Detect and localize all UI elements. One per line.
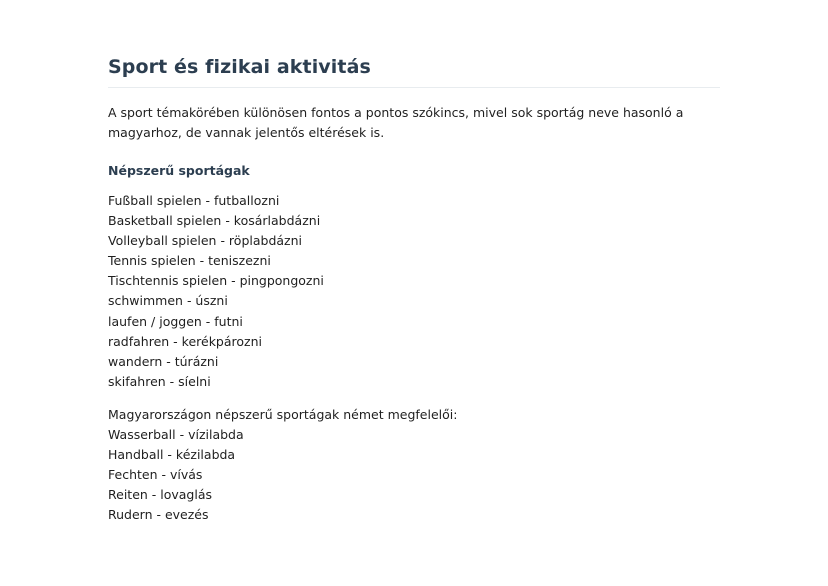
list-item: wandern - túrázni <box>108 353 219 369</box>
popular-sports-heading: Népszerű sportágak <box>108 163 250 178</box>
list-item: Fechten - vívás <box>108 467 203 483</box>
hungarian-sports-list <box>108 425 720 525</box>
list-item: Tischtennis spielen - pingpongozni <box>108 273 324 289</box>
intro-paragraph: A sport témakörében különösen fontos a pontos szókincs, mivel sok sportág neve hasonló a magyarhoz, de vannak jelentős eltérések is. <box>108 105 684 140</box>
list-item: skifahren - síelni <box>108 373 211 389</box>
list-item: Reiten - lovaglás <box>108 487 213 503</box>
popular-sports-list <box>108 191 720 392</box>
list-item: Tennis spielen - teniszezni <box>108 253 271 269</box>
page-title: Sport és fizikai aktivitás <box>108 56 720 88</box>
list-item: radfahren - kerékpározni <box>108 333 262 349</box>
list-item: Basketball spielen - kosárlabdázni <box>108 213 321 229</box>
list-item: laufen / joggen - futni <box>108 313 243 329</box>
list-item: schwimmen - úszni <box>108 293 228 309</box>
hungarian-sports-heading: Magyarországon népszerű sportágak német megfelelői: <box>108 406 458 422</box>
list-item: Rudern - evezés <box>108 507 209 523</box>
list-item: Handball - kézilabda <box>108 447 236 463</box>
list-item: Fußball spielen - futballozni <box>108 193 280 208</box>
list-item: Wasserball - vízilabda <box>108 426 244 442</box>
article <box>108 56 720 525</box>
list-item: Volleyball spielen - röplabdázni <box>108 233 302 249</box>
